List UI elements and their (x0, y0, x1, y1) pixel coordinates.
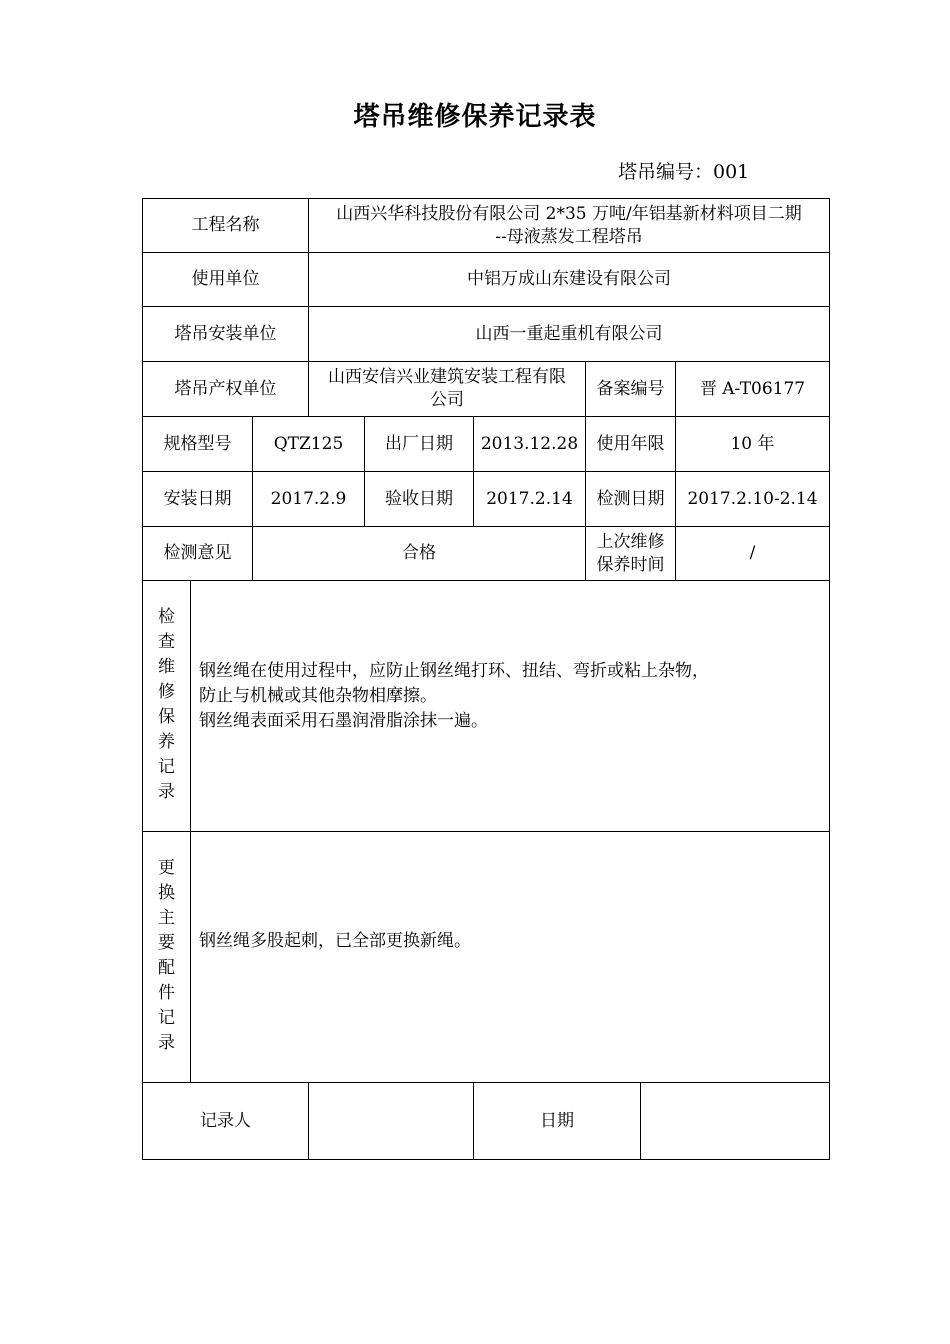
opinion-value: 合格 (402, 543, 436, 563)
user-unit-label: 使用单位 (191, 269, 260, 289)
model-label: 规格型号 (163, 433, 232, 454)
last-maintenance-value: / (749, 543, 756, 563)
page-title: 塔吊维修保养记录表 (353, 102, 597, 132)
record-line: 钢丝绳表面采用石墨润滑脂涂抹一遍。 (199, 710, 488, 731)
table-border-right (829, 198, 830, 1160)
col-divider (190, 580, 191, 1083)
label-char: 养 (158, 732, 175, 752)
record-line: 钢丝绳多股起刺，已全部更换新绳。 (199, 930, 471, 951)
project-name-value (309, 199, 829, 252)
label-char: 配 (158, 958, 175, 978)
model-value: QTZ125 (273, 433, 344, 454)
table-border-bottom (142, 1159, 830, 1160)
crane-number: 塔吊编号：001 (618, 161, 750, 183)
label-char: 维 (158, 657, 175, 677)
owner-unit-value (309, 362, 585, 416)
parts-record-label (143, 832, 190, 1082)
label-char: 记 (158, 1008, 175, 1028)
label-char: 主 (158, 908, 175, 928)
label-char: 记 (158, 757, 175, 777)
label-char: 更 (158, 858, 175, 878)
install-unit-value: 山西一重起重机有限公司 (475, 323, 663, 344)
install-unit-label: 塔吊安装单位 (174, 323, 277, 344)
inspection-date-value: 2017.2.10-2.14 (687, 488, 818, 509)
filing-number-value: 晋 A-T06177 (699, 378, 806, 399)
project-name-line1: 山西兴华科技股份有限公司 2*35 万吨/年铝基新材料项目二期 (336, 203, 802, 224)
maintenance-record-label (143, 581, 190, 831)
acceptance-date-value: 2017.2.14 (486, 488, 573, 509)
last-maintenance-label-line2: 保养时间 (596, 554, 665, 575)
factory-date-label: 出厂日期 (385, 433, 453, 454)
last-maintenance-label (586, 527, 675, 580)
label-char: 检 (158, 607, 175, 627)
label-char: 修 (158, 682, 175, 702)
project-name-label: 工程名称 (191, 215, 260, 235)
owner-unit-line1: 山西安信兴业建筑安装工程有限 (328, 367, 566, 387)
label-char: 保 (158, 707, 175, 727)
service-life-label: 使用年限 (596, 433, 665, 454)
inspection-date-label: 检测日期 (596, 488, 665, 509)
label-char: 要 (158, 933, 175, 953)
label-char: 换 (158, 883, 175, 903)
date-field[interactable] (641, 1083, 829, 1159)
record-line: 防止与机械或其他杂物相摩擦。 (199, 685, 437, 706)
project-name-line2: --母液蒸发工程塔吊 (495, 226, 643, 247)
maintenance-record-content (199, 581, 824, 831)
opinion-label: 检测意见 (163, 543, 232, 563)
owner-unit-label: 塔吊产权单位 (174, 378, 277, 399)
filing-number-label: 备案编号 (596, 378, 665, 399)
recorder-label: 记录人 (200, 1110, 251, 1131)
install-date-value: 2017.2.9 (270, 488, 347, 509)
label-char: 查 (158, 632, 175, 652)
user-unit-value: 中铝万成山东建设有限公司 (467, 269, 671, 289)
service-life-value: 10 年 (730, 433, 775, 454)
parts-record-content (199, 832, 824, 1082)
factory-date-value: 2013.12.28 (480, 433, 579, 454)
last-maintenance-label-line1: 上次维修 (596, 531, 665, 552)
recorder-field[interactable] (309, 1083, 473, 1159)
acceptance-date-label: 验收日期 (385, 488, 453, 509)
record-line: 钢丝绳在使用过程中，应防止钢丝绳打环、扭结、弯折或粘上杂物， (199, 660, 709, 681)
date-label: 日期 (540, 1110, 574, 1131)
install-date-label: 安装日期 (163, 488, 232, 509)
label-char: 录 (158, 782, 175, 802)
label-char: 录 (158, 1033, 175, 1053)
label-char: 件 (158, 983, 175, 1003)
owner-unit-line2: 公司 (430, 390, 464, 410)
